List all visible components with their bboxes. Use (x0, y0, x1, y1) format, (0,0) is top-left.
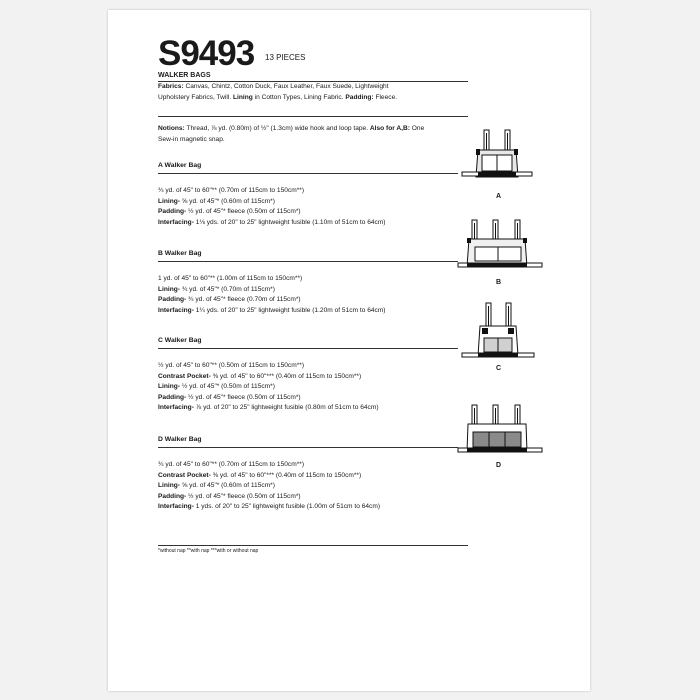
section-a-heading: A Walker Bag (158, 162, 202, 169)
lining-label: Lining (233, 93, 253, 101)
section-a-yardage: ¾ yd. of 45" to 60"** (0.70m of 115cm to 150cm**) Lining- ⅝ yd. of 45"* (0.60m of 115cm*) Padding- ½ yd. of 45"* fleece (0.50m of 115cm*) Interfacing- 1⅛ yds. of 20" to 25" lightweight fusible (1.10m of 51cm to 64cm) (158, 187, 386, 226)
pattern-title: WALKER BAGS (158, 72, 211, 79)
fabrics-line-1: Canvas, Chintz, Cotton Duck, Faux Leather, Faux Suede, Lightweight (183, 83, 389, 90)
fabrics-block (158, 82, 397, 103)
also-for-label: Also for A,B: (369, 125, 410, 132)
divider (158, 348, 458, 349)
walker-bag-c-illustration (458, 300, 538, 365)
walker-bag-a-illustration (458, 125, 538, 185)
view-letter-c: C (496, 365, 502, 372)
piece-count: 13 PIECES (265, 53, 306, 62)
notions-label: Notions: (158, 125, 185, 132)
notions-line-1-end: One (409, 125, 425, 132)
walker-bag-d-illustration (455, 400, 545, 460)
fabrics-line-2c: Fleece. (373, 93, 398, 101)
section-d-heading: D Walker Bag (158, 436, 202, 443)
nap-footnote: *without nap **with nap ***with or without nap (158, 548, 259, 554)
fabrics-line-2a: Upholstery Fabrics, Twill. (158, 93, 233, 101)
view-letter-b: B (496, 279, 502, 286)
divider (158, 447, 458, 448)
divider (158, 116, 468, 117)
notions-line-2: Sew-in magnetic snap. (158, 135, 225, 143)
divider (158, 261, 458, 262)
fabrics-line-2b: in Cotton Types, Lining Fabric. (252, 93, 346, 101)
walker-bag-b-illustration (455, 215, 545, 275)
notions-block (158, 124, 424, 145)
view-letter-a: A (496, 193, 502, 200)
padding-label: Padding: (345, 93, 374, 101)
view-letter-d: D (496, 462, 502, 469)
notions-line-1: Thread, ⅞ yd. (0.80m) of ½" (1.3cm) wide hook and loop tape. (184, 125, 370, 132)
fabrics-label: Fabrics: (158, 83, 184, 90)
divider (158, 173, 458, 174)
section-c-heading: C Walker Bag (158, 337, 202, 344)
section-b-yardage: 1 yd. of 45" to 60"** (1.00m of 115cm to 150cm**) Lining- ¾ yd. of 45"* (0.70m of 115cm*) Padding- ¾ yd. of 45"* fleece (0.70m of 115cm*) Interfacing- 1¼ yds. of 20" to 25" lightweight fusible (1.20m of 51cm to 64cm) (158, 275, 386, 314)
divider (158, 545, 468, 546)
section-c-yardage: ½ yd. of 45" to 60"** (0.50m of 115cm to 150cm**) Contrast Pocket- ⅜ yd. of 45" to 60"*** (0.40m of 115cm to 150cm**) Lining- ½ yd. of 45"* (0.50m of 115cm*) Padding- ½ yd. of 45"* fleece (0.50m of 115cm*) Interfacing- ⅞ yd. of 20" to 25" lightweight fusible (0.80m of 51cm to 64cm) (158, 362, 379, 412)
section-d-yardage: ¾ yd. of 45" to 60"** (0.70m of 115cm to 150cm**) Contrast Pocket- ⅜ yd. of 45" to 60"*** (0.40m of 115cm to 150cm**) Lining- ⅝ yd. of 45"* (0.60m of 115cm*) Padding- ½ yd. of 45"* fleece (0.50m of 115cm*) Interfacing- 1 yds. of 20" to 25" lightweight fusible (1.00m of 51cm to 64cm) (158, 461, 381, 511)
pattern-number: S9493 (158, 34, 255, 73)
section-b-heading: B Walker Bag (158, 250, 202, 257)
